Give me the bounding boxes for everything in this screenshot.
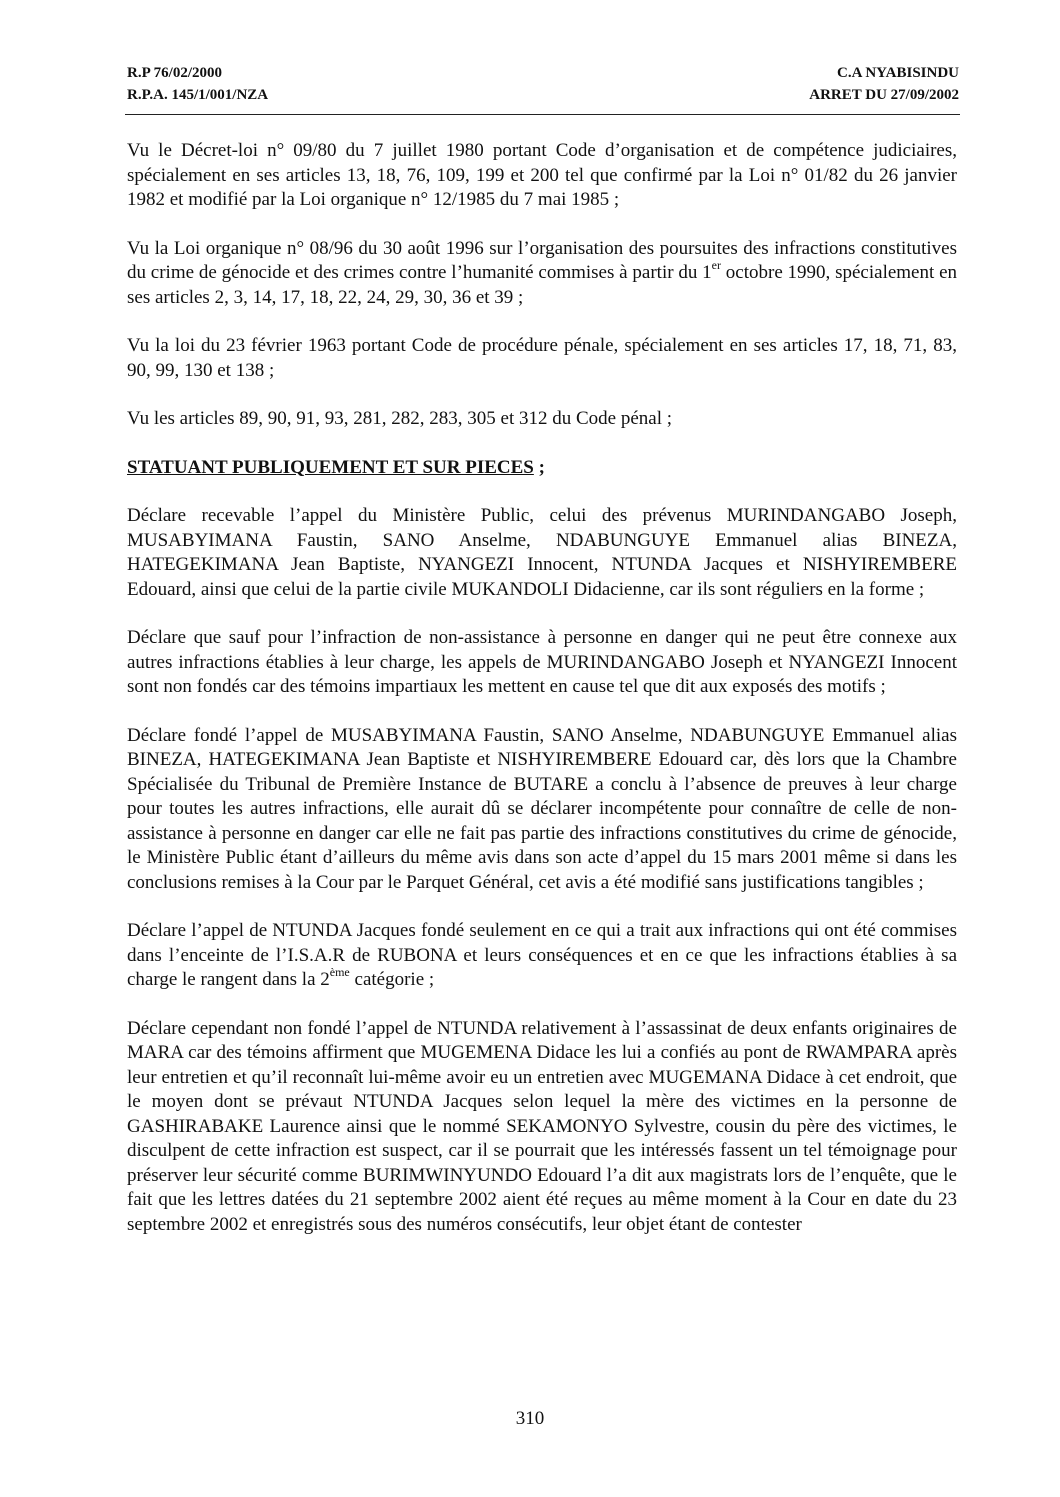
ruling-admissibility: Déclare recevable l’appel du Ministère Public, celui des prévenus MURINDANGABO Joseph, MUSABYIMANA Faustin, SANO Anselme, NDABUNGUYE Emmanuel alias BINEZA, HATEGEKIMANA Jean Baptiste, NYANGEZI Innocent, NTUNDA Jacques et NISHYIREMBERE Edouard, ainsi que celui de la partie civile MUKANDOLI Didacienne, car ils sont réguliers en la forme ; xyxy=(127,505,957,600)
court-reference xyxy=(809,62,959,106)
superscript: er xyxy=(711,258,721,272)
judgment-date: ARRET DU 27/09/2002 xyxy=(809,87,959,103)
case-number-rp: R.P 76/02/2000 xyxy=(127,65,223,81)
legal-basis-penal-code: Vu les articles 89, 90, 91, 93, 281, 282, 283, 305 et 312 du Code pénal ; xyxy=(127,408,673,429)
case-reference xyxy=(127,62,268,106)
ruling-unfounded-appeals: Déclare que sauf pour l’infraction de non-assistance à personne en danger qui ne peut être connexe aux autres infractions établies à leur charge, les appels de MURINDANGABO Joseph et NYANGEZI Innocent sont non fondés car des témoins impartiaux les mettent en cause tel que dit aux exposés des motifs ; xyxy=(127,627,957,697)
legal-basis-decree: Vu le Décret-loi n° 09/80 du 7 juillet 1980 portant Code d’organisation et de compétence judiciaires, spécialement en ses articles 13, 18, 76, 109, 199 et 200 tel que confirmé par la Loi n° 01/82 du 26 janvier 1982 et modifié par la Loi organique n° 12/1985 du 7 mai 1985 ; xyxy=(127,140,957,210)
document-body xyxy=(127,139,957,1261)
legal-basis-organic-law xyxy=(127,237,957,311)
header-divider xyxy=(125,114,960,115)
paragraph-text: Déclare l’appel de NTUNDA Jacques fondé seulement en ce qui a trait aux infractions qui ont été commises dans l’enceinte de l’I.S.A.R de RUBONA et leurs conséquences et en ce que les infractions établies à sa charge le rangent dans la 2 xyxy=(127,920,957,990)
section-heading xyxy=(127,456,957,481)
legal-basis-procedure-code: Vu la loi du 23 février 1963 portant Code de procédure pénale, spécialement en ses articles 17, 18, 71, 83, 90, 99, 130 et 138 ; xyxy=(127,335,957,381)
heading-suffix: ; xyxy=(533,456,545,478)
ruling-ntunda-partial xyxy=(127,919,957,993)
superscript: ème xyxy=(329,965,350,979)
paragraph-text: catégorie ; xyxy=(349,969,435,990)
page-number: 310 xyxy=(515,1408,545,1429)
ruling-ntunda-unfounded: Déclare cependant non fondé l’appel de NTUNDA relativement à l’assassinat de deux enfants originaires de MARA car des témoins affirment que MUGEMENA Didace les lui a confiés au pont de RWAMPARA après leur entretien et qu’il reconnaît lui-même avoir eu un entretien avec MUGEMANA Didace à cet endroit, que le moyen dont se prévaut NTUNDA Jacques selon lequel la mère des victimes en la personne de GASHIRABAKE Laurence ainsi que le nommé SEKAMONYO Sylvestre, cousin du père des victimes, le disculpent de cette infraction est suspect, car il se pourrait que les intéressés fassent un tel témoignage pour préserver leur sécurité comme BURIMWINYUNDO Edouard l’a dit aux magistrats lors de l’enquête, que le fait que les lettres datées du 21 septembre 2002 aient été reçues au même moment à la Cour en date du 23 septembre 2002 et enregistrés sous des numéros consécutifs, leur objet étant de contester xyxy=(127,1017,957,1235)
case-number-rpa: R.P.A. 145/1/001/NZA xyxy=(127,87,269,103)
paragraph-text: octobre 1990, spécialement en ses articles 2, 3, 14, 17, 18, 22, 24, 29, 30, 36 et 39 ; xyxy=(127,262,957,308)
heading-text: STATUANT PUBLIQUEMENT ET SUR PIECES xyxy=(127,456,534,478)
paragraph-text: Vu la Loi organique n° 08/96 du 30 août 1996 sur l’organisation des poursuites des infractions constitutives du crime de génocide et des crimes contre l’humanité commises à partir du 1 xyxy=(127,237,957,283)
ruling-founded-appeals: Déclare fondé l’appel de MUSABYIMANA Faustin, SANO Anselme, NDABUNGUYE Emmanuel alias BINEZA, HATEGEKIMANA Jean Baptiste et NISHYIREMBERE Edouard car, dès lors que la Chambre Spécialisée du Tribunal de Première Instance de BUTARE a conclu à l’absence de preuves à leur charge pour toutes les autres infractions, elle aurait dû se déclarer incompétente pour connaître de celle de non-assistance à personne en danger car elle ne fait pas partie des infractions constitutives du crime de génocide, le Ministère Public étant d’ailleurs du même avis dans son acte d’appel du 15 mars 2001 même si dans les conclusions remises à la Cour par le Parquet Général, cet avis a été modifié sans justifications tangibles ; xyxy=(127,724,957,893)
court-name: C.A NYABISINDU xyxy=(837,65,959,81)
